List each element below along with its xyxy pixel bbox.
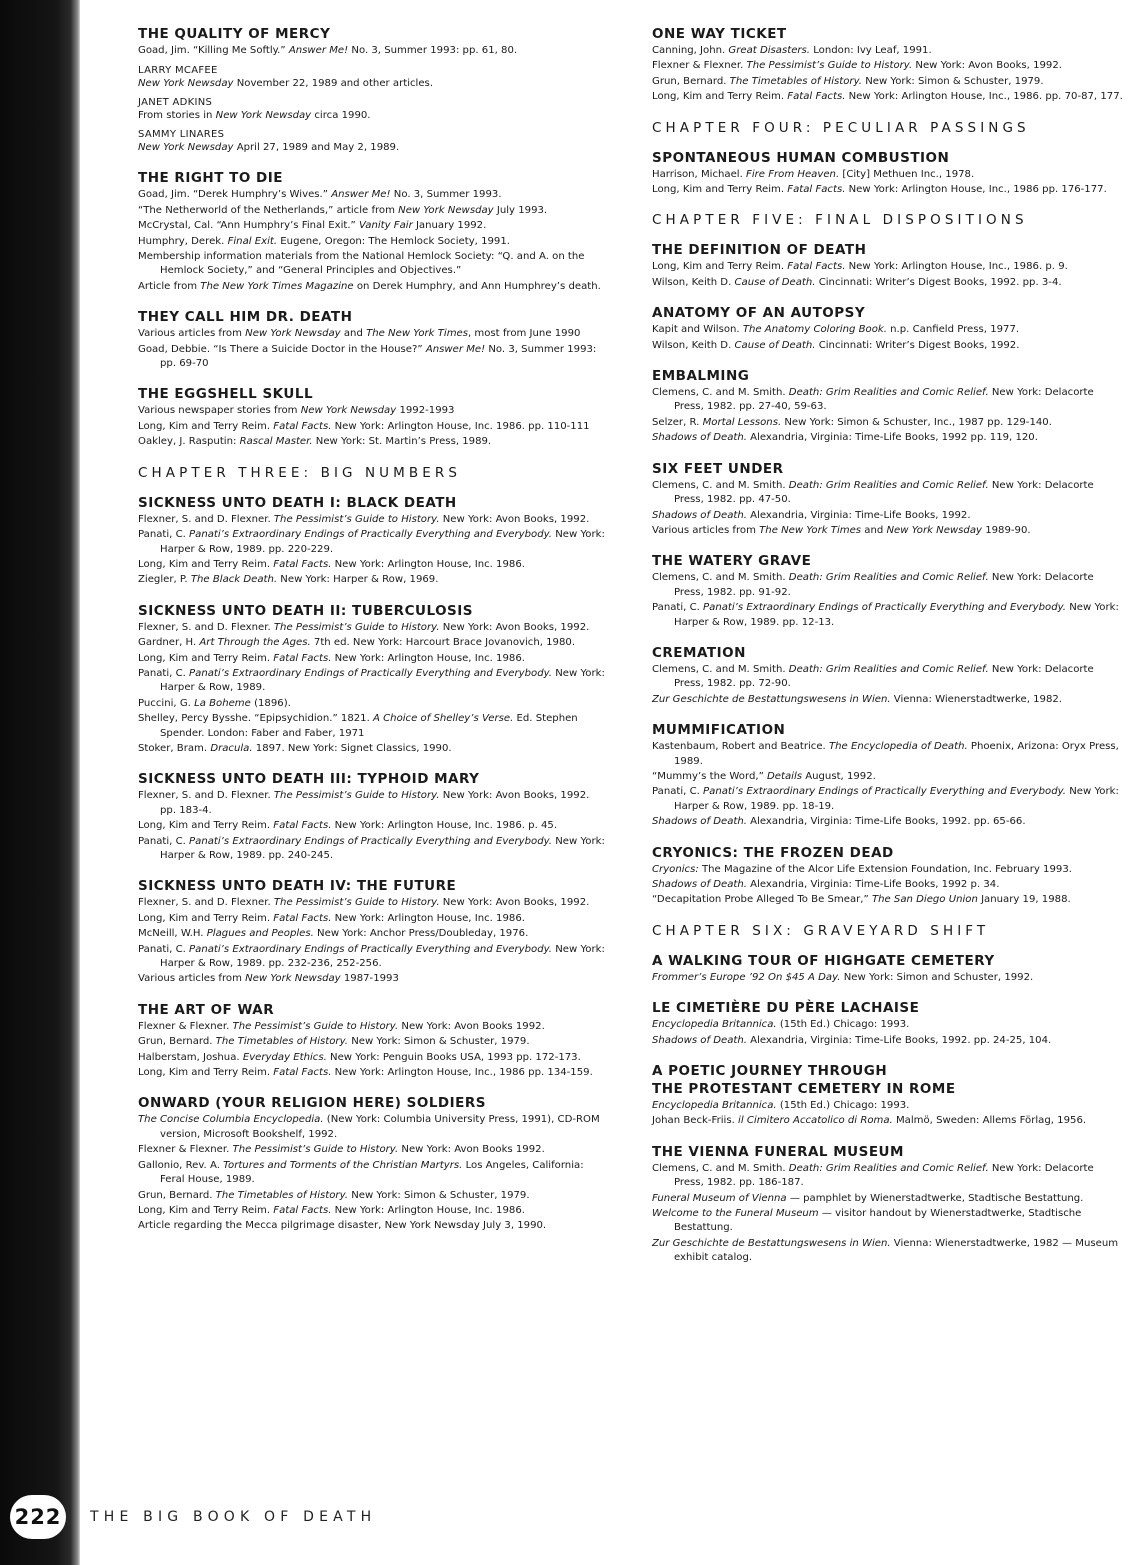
citation-entry: Zur Geschichte de Bestattungswesens in Wien. Vienna: Wienerstadtwerke, 1982. xyxy=(652,693,1063,705)
citation-entry: From stories in New York Newsday circa 1990. xyxy=(138,110,371,122)
bibliography-section xyxy=(652,722,1126,829)
citation-entry: Article regarding the Mecca pilgrimage disaster, New York Newsday July 3, 1990. xyxy=(138,1220,547,1232)
citation-entry: New York Newsday November 22, 1989 and other articles. xyxy=(138,78,434,90)
bibliography-section xyxy=(652,150,1126,198)
citation-entry: The Concise Columbia Encyclopedia. (New York: Columbia University Press, 1991), CD-ROM version, Microsoft Bookshelf, 1992. xyxy=(138,1114,600,1140)
subject-item xyxy=(138,96,606,123)
citation-entry: Clemens, C. and M. Smith. Death: Grim Realities and Comic Relief. New York: Delacorte Press, 1982. pp. 91-92. xyxy=(652,572,1094,598)
citation-entry: Wilson, Keith D. Cause of Death. Cincinnati: Writer’s Digest Books, 1992. pp. 3-4. xyxy=(652,276,1062,288)
section-heading: THE WATERY GRAVE xyxy=(652,553,812,570)
citation-entry: Kapit and Wilson. The Anatomy Coloring Book. n.p. Canfield Press, 1977. xyxy=(652,324,1020,336)
citation-entry: Grun, Bernard. The Timetables of History. New York: Simon & Schuster, 1979. xyxy=(138,1036,530,1048)
citation-entry: McNeill, W.H. Plagues and Peoples. New York: Anchor Press/Doubleday, 1976. xyxy=(138,928,529,940)
citation-entry: Shelley, Percy Bysshe. “Epipsychidion.” 1821. A Choice of Shelley’s Verse. Ed. Stephen Spender. London: Faber and Faber, 1971 xyxy=(138,713,578,739)
citation-entry: Flexner, S. and D. Flexner. The Pessimist’s Guide to History. New York: Avon Books, 1992. xyxy=(138,513,590,525)
bibliography-section xyxy=(138,386,606,449)
citation-entry: Goad, Debbie. “Is There a Suicide Doctor in the House?” Answer Me! No. 3, Summer 1993: pp. 69-70 xyxy=(138,343,597,370)
section-heading: ONWARD (YOUR RELIGION HERE) SOLDIERS xyxy=(138,1095,487,1112)
citation-entry: Flexner & Flexner. The Pessimist’s Guide to History. New York: Avon Books, 1992. xyxy=(652,60,1062,72)
section-heading: SICKNESS UNTO DEATH I: BLACK DEATH xyxy=(138,494,457,511)
citation-entry: McCrystal, Cal. “Ann Humphry’s Final Exit.” Vanity Fair January 1992. xyxy=(138,220,487,232)
section-heading: THE ART OF WAR xyxy=(138,1001,275,1018)
section-heading: THE QUALITY OF MERCY xyxy=(138,26,331,42)
citation-entry: Long, Kim and Terry Reim. Fatal Facts. New York: Arlington House, Inc. 1986. xyxy=(138,558,525,570)
citation-entry: Flexner, S. and D. Flexner. The Pessimist’s Guide to History. New York: Avon Books, 1992. xyxy=(138,897,590,909)
section-heading: A POETIC JOURNEY THROUGH xyxy=(652,1063,888,1080)
bibliography-section xyxy=(138,878,606,986)
section-heading: ONE WAY TICKET xyxy=(652,26,787,42)
citation-entry: Clemens, C. and M. Smith. Death: Grim Realities and Comic Relief. New York: Delacorte Press, 1982. pp. 47-50. xyxy=(652,479,1094,506)
bibliography-section xyxy=(138,309,606,371)
citation-entry: Zur Geschichte de Bestattungswesens in Wien. Vienna: Wienerstadtwerke, 1982 — Museum exhibit catalog. xyxy=(652,1237,1119,1264)
section-heading: THE RIGHT TO DIE xyxy=(138,170,283,187)
bibliography-section xyxy=(652,953,1126,985)
citation-entry: Goad, Jim. “Derek Humphry’s Wives.” Answer Me! No. 3, Summer 1993. xyxy=(138,189,502,201)
bibliography-section xyxy=(138,26,606,155)
citation-entry: Grun, Bernard. The Timetables of History. New York: Simon & Schuster, 1979. xyxy=(138,1189,530,1201)
citation-entry: Long, Kim and Terry Reim. Fatal Facts. New York: Arlington House, Inc., 1986. p. 9. xyxy=(652,261,1068,273)
citation-entry: Gallonio, Rev. A. Tortures and Torments of the Christian Martyrs. Los Angeles, California: Feral House, 1989. xyxy=(138,1159,584,1186)
bibliography-section xyxy=(652,645,1126,707)
citation-entry: Flexner & Flexner. The Pessimist’s Guide to History. New York: Avon Books 1992. xyxy=(138,1144,545,1156)
page-number: 222 xyxy=(10,1495,66,1539)
section-heading: SIX FEET UNDER xyxy=(652,460,784,477)
section-heading: CRYONICS: THE FROZEN DEAD xyxy=(652,844,894,861)
citation-entry: Clemens, C. and M. Smith. Death: Grim Realities and Comic Relief. New York: Delacorte Press, 1982. pp. 27-40, 59-63. xyxy=(652,387,1094,413)
running-footer-title: THE BIG BOOK OF DEATH xyxy=(90,1509,377,1525)
citation-entry: Puccini, G. La Boheme (1896). xyxy=(138,697,291,709)
section-heading: THE PROTESTANT CEMETERY IN ROME xyxy=(652,1081,956,1098)
left-column xyxy=(138,26,606,1249)
bibliography-section xyxy=(138,495,606,588)
citation-entry: Johan Beck-Friis. il Cimitero Accatolico di Roma. Malmö, Sweden: Allems Förlag, 1956. xyxy=(652,1115,1087,1127)
citation-entry: Gardner, H. Art Through the Ages. 7th ed. New York: Harcourt Brace Jovanovich, 1980. xyxy=(138,637,576,649)
citation-entry: Long, Kim and Terry Reim. Fatal Facts. New York: Arlington House, Inc., 1986 pp. 176-177. xyxy=(652,184,1107,196)
citation-entry: “Mummy’s the Word,” Details August, 1992. xyxy=(652,770,876,782)
section-heading: SICKNESS UNTO DEATH III: TYPHOID MARY xyxy=(138,771,480,788)
citation-entry: Canning, John. Great Disasters. London: Ivy Leaf, 1991. xyxy=(652,45,932,56)
citation-entry: Panati, C. Panati’s Extraordinary Endings of Practically Everything and Everybody. New York: Harper & Row, 1989. pp. 18-19. xyxy=(652,786,1119,812)
citation-entry: Long, Kim and Terry Reim. Fatal Facts. New York: Arlington House, Inc. 1986. pp. 110-111 xyxy=(138,420,590,432)
citation-entry: Encyclopedia Britannica. (15th Ed.) Chicago: 1993. xyxy=(652,1019,910,1031)
section-heading: A WALKING TOUR OF HIGHGATE CEMETERY xyxy=(652,952,995,969)
bibliography-section xyxy=(138,771,606,863)
citation-entry: Panati, C. Panati’s Extraordinary Endings of Practically Everything and Everybody. New York: Harper & Row, 1989. pp. 12-13. xyxy=(652,602,1119,628)
citation-entry: Welcome to the Funeral Museum — visitor handout by Wienerstadtwerke, Stadtische Bestattung. xyxy=(652,1208,1082,1234)
citation-entry: Article from The New York Times Magazine on Derek Humphry, and Ann Humphrey’s death. xyxy=(138,280,601,292)
citation-entry: New York Newsday April 27, 1989 and May 2, 1989. xyxy=(138,142,400,154)
book-spine-shadow xyxy=(0,0,80,1565)
subject-item xyxy=(138,64,606,91)
citation-entry: Shadows of Death. Alexandria, Virginia: Time-Life Books, 1992. pp. 24-25, 104. xyxy=(652,1034,1052,1046)
citation-entry: Various articles from New York Newsday 1987-1993 xyxy=(138,973,399,985)
citation-entry: Long, Kim and Terry Reim. Fatal Facts. New York: Arlington House, Inc., 1986. pp. 70-87, 177. xyxy=(652,91,1123,103)
right-column xyxy=(652,26,1126,1281)
chapter-heading: CHAPTER FIVE: FINAL DISPOSITIONS xyxy=(652,212,1028,229)
citation-entry: Stoker, Bram. Dracula. 1897. New York: Signet Classics, 1990. xyxy=(138,742,452,754)
chapter-heading: CHAPTER SIX: GRAVEYARD SHIFT xyxy=(652,922,990,939)
citation-entry: Shadows of Death. Alexandria, Virginia: Time-Life Books, 1992 p. 34. xyxy=(652,879,1000,890)
citation-entry: Long, Kim and Terry Reim. Fatal Facts. New York: Arlington House, Inc. 1986. xyxy=(138,652,525,664)
chapter-heading: CHAPTER THREE: BIG NUMBERS xyxy=(138,464,462,481)
citation-entry: Panati, C. Panati’s Extraordinary Endings of Practically Everything and Everybody. New York: Harper & Row, 1989. pp. 220-229. xyxy=(138,529,605,555)
citation-entry: Encyclopedia Britannica. (15th Ed.) Chicago: 1993. xyxy=(652,1100,910,1112)
section-heading: ANATOMY OF AN AUTOPSY xyxy=(652,305,866,322)
citation-entry: Long, Kim and Terry Reim. Fatal Facts. New York: Arlington House, Inc. 1986. xyxy=(138,912,525,924)
citation-entry: “Decapitation Probe Alleged To Be Smear,” The San Diego Union January 19, 1988. xyxy=(652,894,1071,906)
citation-entry: Grun, Bernard. The Timetables of History. New York: Simon & Schuster, 1979. xyxy=(652,75,1044,87)
chapter-heading: CHAPTER FOUR: PECULIAR PASSINGS xyxy=(652,119,1030,136)
citation-entry: Panati, C. Panati’s Extraordinary Endings of Practically Everything and Everybody. New York: Harper & Row, 1989. pp. 240-245. xyxy=(138,835,605,861)
citation-entry: Clemens, C. and M. Smith. Death: Grim Realities and Comic Relief. New York: Delacorte Press, 1982. pp. 72-90. xyxy=(652,663,1094,690)
citation-entry: Flexner, S. and D. Flexner. The Pessimist’s Guide to History. New York: Avon Books, 1992. xyxy=(138,621,590,633)
citation-entry: Shadows of Death. Alexandria, Virginia: Time-Life Books, 1992 pp. 119, 120. xyxy=(652,432,1038,444)
subject-list xyxy=(138,64,606,155)
bibliography-section xyxy=(652,1144,1126,1266)
subject-item xyxy=(138,128,606,155)
section-heading: CREMATION xyxy=(652,644,746,661)
citation-entry: Panati, C. Panati’s Extraordinary Endings of Practically Everything and Everybody. New York: Harper & Row, 1989. xyxy=(138,667,605,694)
section-heading: LE CIMETIÈRE DU PÈRE LACHAISE xyxy=(652,1000,920,1017)
citation-entry: Harrison, Michael. Fire From Heaven. [City] Methuen Inc., 1978. xyxy=(652,168,975,180)
citation-entry: Cryonics: The Magazine of the Alcor Life Extension Foundation, Inc. February 1993. xyxy=(652,863,1072,875)
citation-entry: Frommer’s Europe ’92 On $45 A Day. New York: Simon and Schuster, 1992. xyxy=(652,971,1034,983)
citation-entry: Selzer, R. Mortal Lessons. New York: Simon & Schuster, Inc., 1987 pp. 129-140. xyxy=(652,416,1052,428)
section-heading: SPONTANEOUS HUMAN COMBUSTION xyxy=(652,149,950,166)
citation-entry: Shadows of Death. Alexandria, Virginia: Time-Life Books, 1992. xyxy=(652,509,971,521)
citation-entry: Flexner & Flexner. The Pessimist’s Guide to History. New York: Avon Books 1992. xyxy=(138,1020,545,1032)
bibliography-section xyxy=(652,553,1126,630)
citation-entry: Humphry, Derek. Final Exit. Eugene, Oregon: The Hemlock Society, 1991. xyxy=(138,235,510,247)
subject-name: JANET ADKINS xyxy=(138,97,213,109)
bibliography-section xyxy=(652,1000,1126,1048)
bibliography-section xyxy=(652,368,1126,446)
citation-entry: Ziegler, P. The Black Death. New York: Harper & Row, 1969. xyxy=(138,574,439,586)
bibliography-section xyxy=(652,845,1126,908)
citation-entry: Kastenbaum, Robert and Beatrice. The Encyclopedia of Death. Phoenix, Arizona: Oryx Press, 1989. xyxy=(652,741,1119,767)
citation-entry: Long, Kim and Terry Reim. Fatal Facts. New York: Arlington House, Inc. 1986. xyxy=(138,1204,525,1216)
bibliography-section xyxy=(652,242,1126,290)
citation-entry: Long, Kim and Terry Reim. Fatal Facts. New York: Arlington House, Inc. 1986. p. 45. xyxy=(138,820,558,832)
section-heading: MUMMIFICATION xyxy=(652,722,786,739)
bibliography-section xyxy=(138,170,606,294)
bibliography-section xyxy=(652,461,1126,539)
section-heading: EMBALMING xyxy=(652,368,750,385)
citation-entry: Various articles from The New York Times and New York Newsday 1989-90. xyxy=(652,524,1031,536)
citation-entry: Panati, C. Panati’s Extraordinary Endings of Practically Everything and Everybody. New York: Harper & Row, 1989. pp. 232-236, 252-256. xyxy=(138,943,605,970)
citation-entry: “The Netherworld of the Netherlands,” article from New York Newsday July 1993. xyxy=(138,204,548,216)
citation-entry: Membership information materials from the National Hemlock Society: “Q. and A. on the Hemlock Society,” and “General Principles and Objectives.” xyxy=(138,251,585,277)
bibliography-section xyxy=(138,603,606,757)
citation-entry: Various articles from New York Newsday and The New York Times, most from June 1990 xyxy=(138,328,581,340)
citation-entry: Wilson, Keith D. Cause of Death. Cincinnati: Writer’s Digest Books, 1992. xyxy=(652,339,1020,351)
bibliography-section xyxy=(138,1095,606,1233)
citation-entry: Oakley, J. Rasputin: Rascal Master. New York: St. Martin’s Press, 1989. xyxy=(138,436,492,448)
citation-entry: Various newspaper stories from New York Newsday 1992-1993 xyxy=(138,405,455,417)
citation-entry: Flexner, S. and D. Flexner. The Pessimist’s Guide to History. New York: Avon Books, 1992. pp. 183-4. xyxy=(138,790,590,816)
section-heading: THE DEFINITION OF DEATH xyxy=(652,242,867,259)
citation-entry: Shadows of Death. Alexandria, Virginia: Time-Life Books, 1992. pp. 65-66. xyxy=(652,816,1026,828)
section-heading: THE EGGSHELL SKULL xyxy=(138,386,314,403)
section-heading: SICKNESS UNTO DEATH IV: THE FUTURE xyxy=(138,878,457,895)
subject-name: LARRY MCAFEE xyxy=(138,65,218,77)
subject-name: SAMMY LINARES xyxy=(138,129,225,141)
section-heading: THE VIENNA FUNERAL MUSEUM xyxy=(652,1143,904,1160)
bibliography-section xyxy=(652,305,1126,353)
citation-entry: Halberstam, Joshua. Everyday Ethics. New York: Penguin Books USA, 1993 pp. 172-173. xyxy=(138,1051,581,1063)
section-heading: THEY CALL HIM DR. DEATH xyxy=(138,309,353,326)
citation-entry: Funeral Museum of Vienna — pamphlet by Wienerstadtwerke, Stadtische Bestattung. xyxy=(652,1192,1084,1204)
bibliography-section xyxy=(652,26,1126,105)
bibliography-section xyxy=(138,1002,606,1081)
citation-entry: Clemens, C. and M. Smith. Death: Grim Realities and Comic Relief. New York: Delacorte Press, 1982. pp. 186-187. xyxy=(652,1162,1094,1189)
citation-entry: Goad, Jim. “Killing Me Softly.” Answer Me! No. 3, Summer 1993: pp. 61, 80. xyxy=(138,45,518,56)
citation-entry: Long, Kim and Terry Reim. Fatal Facts. New York: Arlington House, Inc., 1986 pp. 134-159. xyxy=(138,1067,593,1079)
section-heading: SICKNESS UNTO DEATH II: TUBERCULOSIS xyxy=(138,602,474,619)
bibliography-section xyxy=(652,1063,1126,1129)
